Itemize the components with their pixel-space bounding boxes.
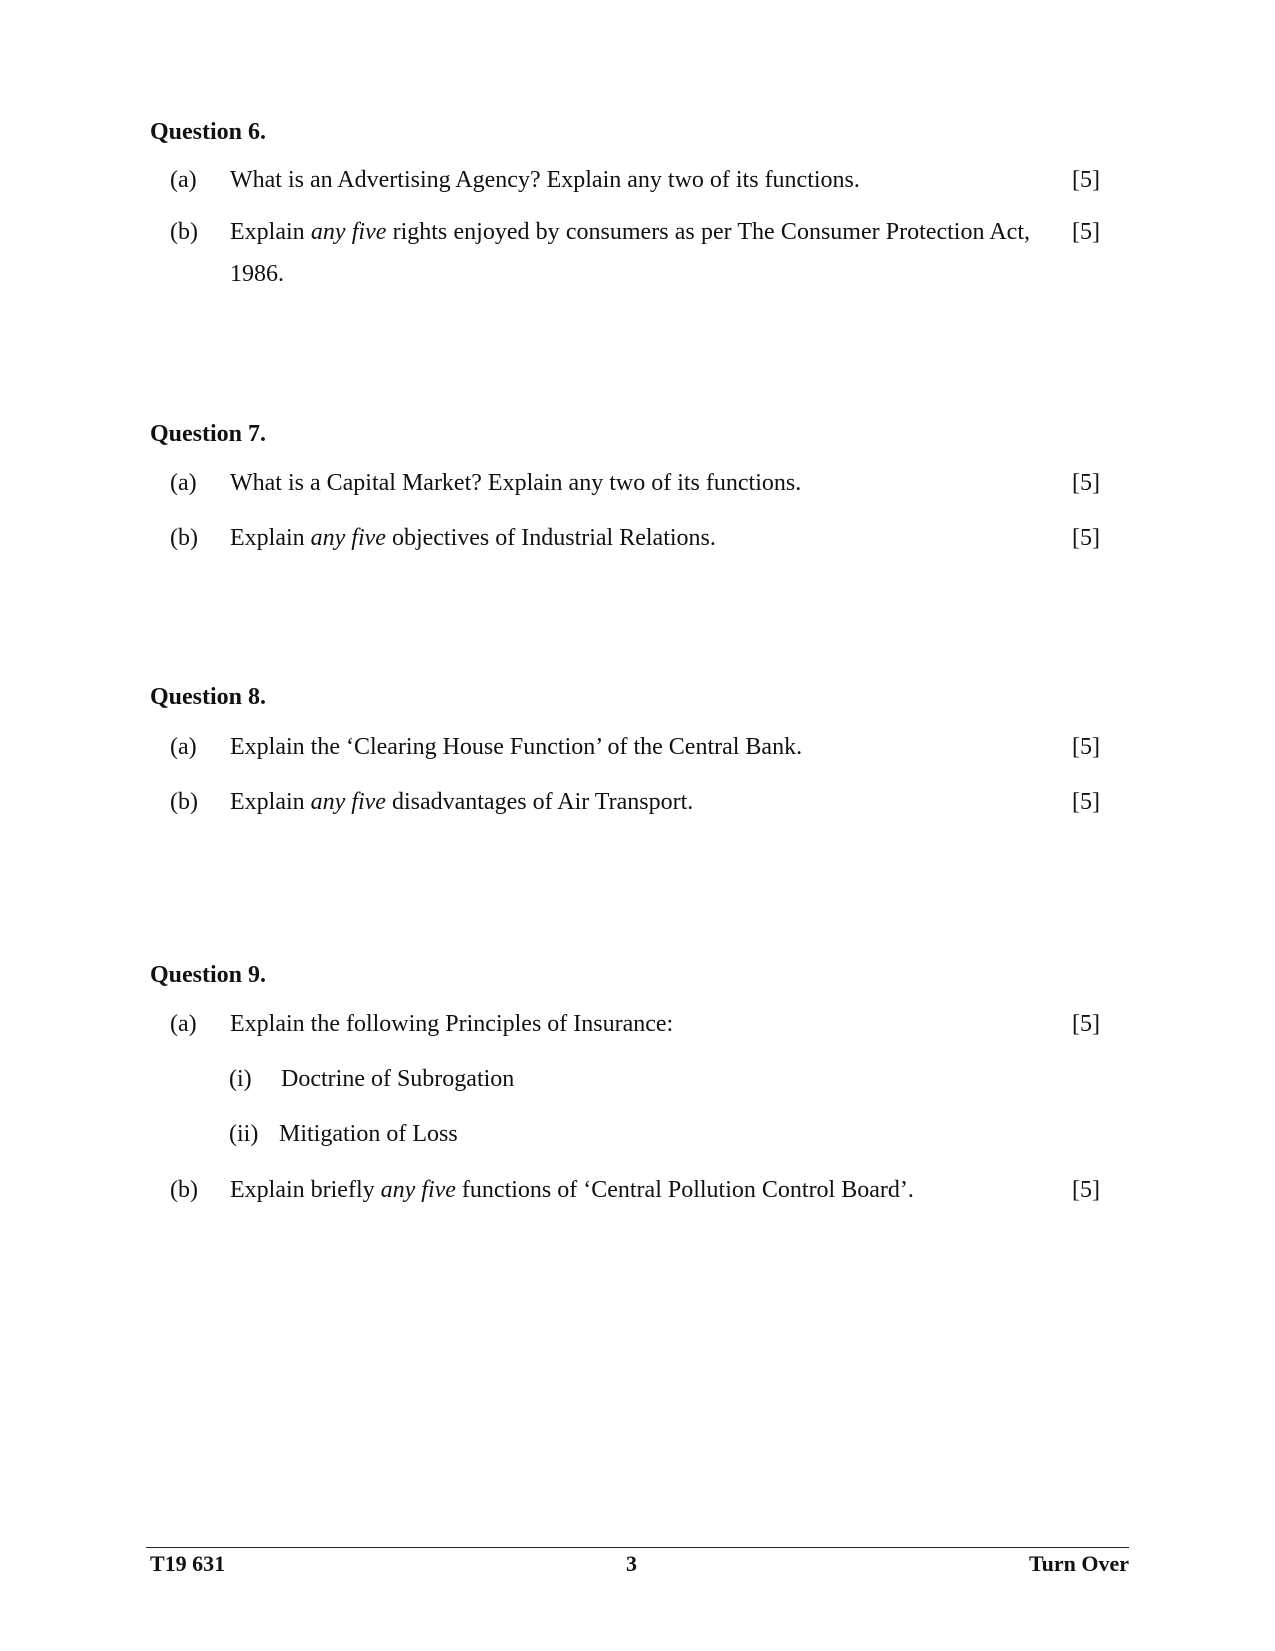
- footer-divider: [146, 1547, 1129, 1548]
- marks: [5]: [1072, 1177, 1100, 1203]
- part-text: Explain any five rights enjoyed by consumers as per The Consumer Protection Act, 1986.: [230, 219, 1031, 287]
- part-text: What is a Capital Market? Explain any two of its functions.: [230, 470, 802, 496]
- part-label: (b): [170, 525, 198, 551]
- turn-over-label: Turn Over: [1028, 1551, 1129, 1576]
- subpart-label: (i): [229, 1066, 252, 1092]
- question-9-heading: Question 9.: [150, 962, 267, 988]
- marks: [5]: [1072, 1011, 1100, 1037]
- part-text: Explain any five objectives of Industrial Relations.: [230, 525, 716, 551]
- part-label: (a): [170, 1011, 197, 1037]
- marks: [5]: [1072, 470, 1100, 496]
- marks: [5]: [1072, 219, 1100, 245]
- marks: [5]: [1072, 525, 1100, 551]
- part-label: (a): [170, 470, 197, 496]
- paper-code: T19 631: [150, 1551, 226, 1576]
- part-text: Explain the ‘Clearing House Function’ of the Central Bank.: [230, 734, 803, 760]
- question-6-heading: Question 6.: [150, 119, 267, 145]
- subpart-text: Mitigation of Loss: [279, 1121, 458, 1147]
- subpart-label: (ii): [229, 1121, 259, 1147]
- part-label: (b): [170, 789, 198, 815]
- part-label: (b): [170, 219, 198, 245]
- marks: [5]: [1072, 734, 1100, 760]
- part-text: Explain briefly any five functions of ‘Central Pollution Control Board’.: [230, 1177, 914, 1203]
- marks: [5]: [1072, 789, 1100, 815]
- part-text: What is an Advertising Agency? Explain any two of its functions.: [230, 167, 860, 193]
- page-number: 3: [626, 1551, 637, 1576]
- question-7-heading: Question 7.: [150, 421, 267, 447]
- part-label: (a): [170, 734, 197, 760]
- question-8-heading: Question 8.: [150, 684, 267, 710]
- subpart-text: Doctrine of Subrogation: [281, 1066, 515, 1092]
- part-label: (b): [170, 1177, 198, 1203]
- part-text: Explain any five disadvantages of Air Transport.: [230, 789, 694, 815]
- part-label: (a): [170, 167, 197, 193]
- marks: [5]: [1072, 167, 1100, 193]
- part-text: Explain the following Principles of Insurance:: [230, 1011, 674, 1037]
- question-9-subpart-i: [229, 1058, 514, 1100]
- question-9-subpart-ii: [229, 1113, 458, 1155]
